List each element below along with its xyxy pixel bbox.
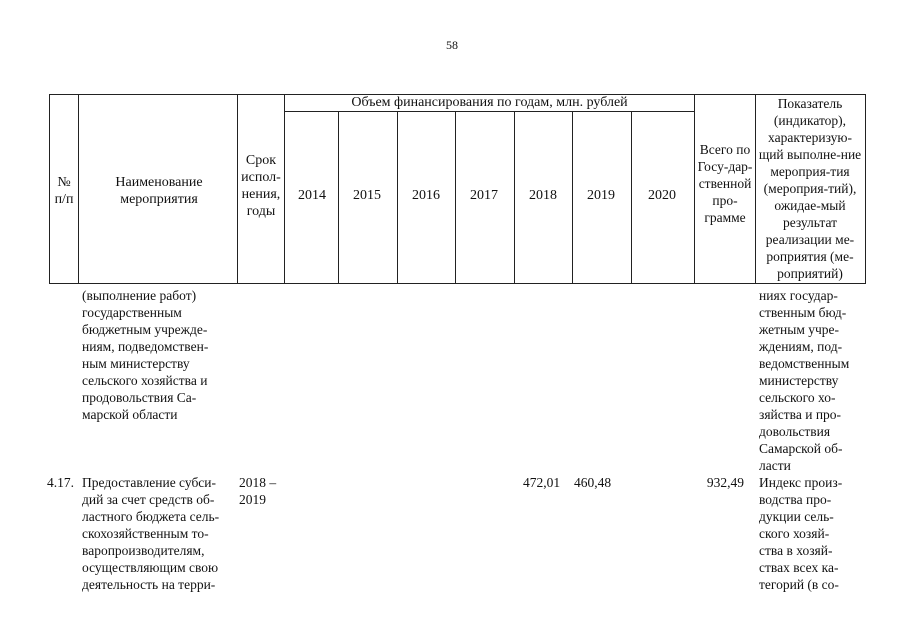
name-line: скохозяйственным то-	[82, 526, 209, 541]
name-line: сельского хозяйства и	[82, 373, 208, 388]
row-2-term	[239, 474, 285, 508]
indicator-line: ствах всех ка-	[759, 560, 839, 575]
header-year-2015: 2015	[353, 188, 381, 203]
name-line: осуществляющим свою	[82, 560, 219, 575]
header-year-2017: 2017	[470, 188, 498, 203]
indicator-line: ского хозяй-	[759, 526, 830, 541]
row-2-number: 4.17.	[47, 475, 74, 490]
name-line: ниям, подведомствен-	[82, 339, 209, 354]
row-2-value-2019: 460,48	[574, 475, 612, 490]
term-line: 2019	[239, 492, 266, 507]
header-year-2016: 2016	[412, 188, 440, 203]
header-number	[50, 174, 78, 208]
header-year-2019: 2019	[587, 188, 615, 203]
header-total-text: Всего по Госу-дар-ственной про-грамме	[697, 142, 753, 225]
header-bottom-border	[49, 283, 865, 284]
col-divider-num	[78, 94, 79, 284]
indicator-line: Индекс произ-	[759, 475, 843, 490]
indicator-line: дукции сель-	[759, 509, 834, 524]
header-year-2014: 2014	[298, 188, 326, 203]
name-line: ластного бюджета сель-	[82, 509, 220, 524]
name-line: государственным	[82, 305, 182, 320]
page-number: 58	[446, 38, 458, 52]
table-right-border	[865, 94, 866, 284]
indicator-line: ведомственным	[759, 356, 850, 371]
indicator-line: Самарской об-	[759, 441, 843, 456]
indicator-line: ства в хозяй-	[759, 543, 833, 558]
header-financing-group-text: Объем финансирования по годам, млн. рублей	[351, 95, 628, 110]
indicator-line: ласти	[759, 458, 791, 473]
name-line: варопроизводителям,	[82, 543, 205, 558]
indicator-line: ственным бюд-	[759, 305, 847, 320]
header-total	[697, 141, 753, 226]
name-line: продовольствия Са-	[82, 390, 197, 405]
header-number-text: № п/п	[54, 175, 74, 207]
header-year-2018: 2018	[529, 188, 557, 203]
name-line: Предоставление субси-	[82, 475, 217, 490]
name-line: дий за счет средств об-	[82, 492, 215, 507]
header-term-text: Срок испол-нения, годы	[241, 153, 281, 219]
row-2-name	[82, 474, 236, 593]
header-indicator	[757, 95, 863, 282]
name-line: деятельность на терри-	[82, 577, 216, 592]
indicator-line: сельского хо-	[759, 390, 836, 405]
indicator-line: ниях государ-	[759, 288, 838, 303]
row-1-name	[82, 287, 236, 423]
col-divider-2019	[631, 111, 632, 284]
name-line: марской области	[82, 407, 178, 422]
header-name-text: Наименование мероприятия	[115, 175, 203, 207]
header-year-2020: 2020	[648, 188, 676, 203]
name-line: (выполнение работ)	[82, 288, 197, 303]
name-line: бюджетным учрежде-	[82, 322, 208, 337]
indicator-line: тегорий (в со-	[759, 577, 839, 592]
header-indicator-text: Показатель (индикатор), характеризую-щий выполне-ние мероприя-тия (мероприя-тий), ожидае-мый результат реализации ме-роприятия (ме-роприятий)	[758, 96, 862, 281]
col-divider-total	[755, 94, 756, 284]
row-2-value-2018: 472,01	[523, 475, 561, 490]
financing-header-divider	[284, 111, 694, 112]
row-2-indicator	[759, 474, 861, 593]
indicator-line: довольствия	[759, 424, 831, 439]
header-term	[238, 152, 284, 220]
row-2-total: 932,49	[706, 475, 744, 490]
term-line: 2018 –	[239, 475, 277, 490]
col-divider-financing-end	[694, 94, 695, 284]
header-financing-group	[285, 94, 694, 111]
name-line: ным министерству	[82, 356, 190, 371]
indicator-line: ждениям, под-	[759, 339, 843, 354]
indicator-line: министерству	[759, 373, 839, 388]
header-name	[96, 174, 222, 208]
indicator-line: жетным учре-	[759, 322, 840, 337]
indicator-line: водства про-	[759, 492, 832, 507]
row-1-indicator	[759, 287, 861, 474]
indicator-line: зяйства и про-	[759, 407, 842, 422]
